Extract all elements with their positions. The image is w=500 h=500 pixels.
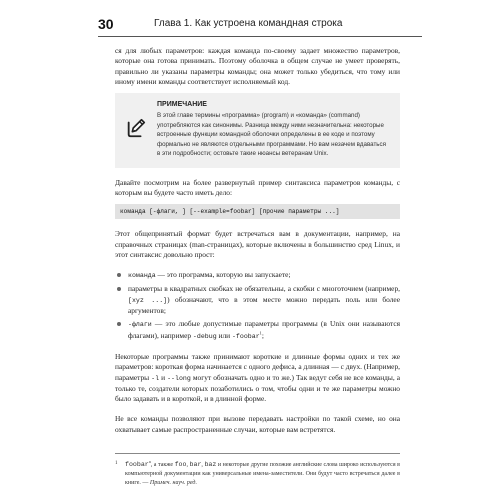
inline-code: [xyz ...] [128,296,168,304]
syntax-code-line: команда [-флаги, ] [--example=foobar] [прочие параметры ...] [115,204,400,219]
inline-code: foobar [125,461,149,468]
list-item-text: ; [261,330,264,340]
footnote-part: , [201,462,205,468]
footnote-credit: Примеч. науч. ред. [149,480,197,486]
footnote-ref[interactable]: 1 [259,330,262,336]
note-text: В этой главе термины «программа» (program) и «команда» (command) употребляются как синонимы. Разница между ними незначительна: некоторые встроенные функции командной оболочки определены в ее коде и поэтому формально не являются отдельными программами. Но вам незачем вдаваться в эти подробности; остовьте такие нюансы ветеранам Unix. [157,112,386,158]
bullet-icon [117,273,121,277]
note-body [157,101,390,159]
syntax-bullet-list [115,270,400,342]
note-icon-container [125,117,157,144]
inline-code: -l [151,374,160,382]
paragraph-3: Этот общепринятый формат будет встречаться вам в документации, например, на справочных страницах (man-страницах), которые включены в большинство сред Linux, и этот синтаксис довольно прост: [115,229,400,259]
inline-code: -debug [192,332,217,340]
footnote-part: и некоторые другие похожие английские слова широко используются в компьютерной документации как универсальные имена-заместители. Они будут часто встречаться далее в книге. — [125,462,400,486]
list-item-text: параметры в квадратных скобках не обязательны, а скобки с многоточием (например, [128,284,400,294]
inline-code: команда [128,272,156,280]
inline-code: bar [189,461,202,468]
paragraph-text: и [159,372,168,382]
paragraph-text: могут обозначать одно и то же.) Так ведут себя не все команды, а только те, создатели которых позаботились о том, чтобы одни и те же параметры можно было задавать и в короткой, и в длинной форме. [115,372,401,404]
paragraph-2: Давайте посмотрим на более развернутый пример синтаксиса параметров команды, с которым вы будете часто иметь дело: [115,177,400,197]
chapter-title: Глава 1. Как устроена командная строка [154,18,343,29]
paragraph-4 [115,352,400,404]
inline-code: foo [174,461,187,468]
footnote-mark: 1 [115,461,118,466]
list-item-text: или [216,330,232,340]
footnote-text [115,460,400,488]
paragraph-text: Некоторые программы также принимают короткие и длинные формы одних и тех же параметров: короткая форма начинается с одного дефиса, а длинная — с двух. (Например, параметры [115,351,400,382]
footnote-sup: a [148,459,151,464]
page-number: 30 [98,16,114,32]
bullet-icon [117,322,121,326]
footnote [115,453,400,488]
list-item [115,270,400,281]
note-box [115,93,400,168]
list-item [115,284,400,316]
note-title: ПРИМЕЧАНИЕ [157,101,207,109]
pencil-note-icon [125,117,147,139]
list-item [115,319,400,342]
footnote-part: , а также [150,462,175,468]
page-header [98,16,422,38]
footnote-part: , [186,462,190,468]
list-item-text: ) обозначают, что в этом месте можно передать поль или более аргументов; [128,294,400,316]
page-content [115,46,400,441]
bullet-icon [117,287,121,291]
list-item-text: — это программа, которую вы запускаете; [155,270,291,280]
inline-code: --long [167,374,191,382]
inline-code: -флаги [128,321,152,329]
inline-code: -foobar [231,332,260,340]
paragraph-1: ся для любых параметров: каждая команда по-своему задает множество параметров, которые она готова принимать. Поэтому оболочка в общем случае не умеет проверять, правильно ли указаны параметры команды; она может только убедиться, что тому или иному имени команды соответствует исполняемый код. [115,46,400,86]
paragraph-5: Не все команды позволяют при вызове передавать настройки по такой схеме, но она охватывает самые распространенные случаи, которые вам встретятся. [115,414,400,434]
inline-code: baz [204,461,217,468]
list-item-text: — это любые допустимые параметры программы (в Unix они называются флагами), например [128,319,400,340]
header-rule [98,36,422,37]
